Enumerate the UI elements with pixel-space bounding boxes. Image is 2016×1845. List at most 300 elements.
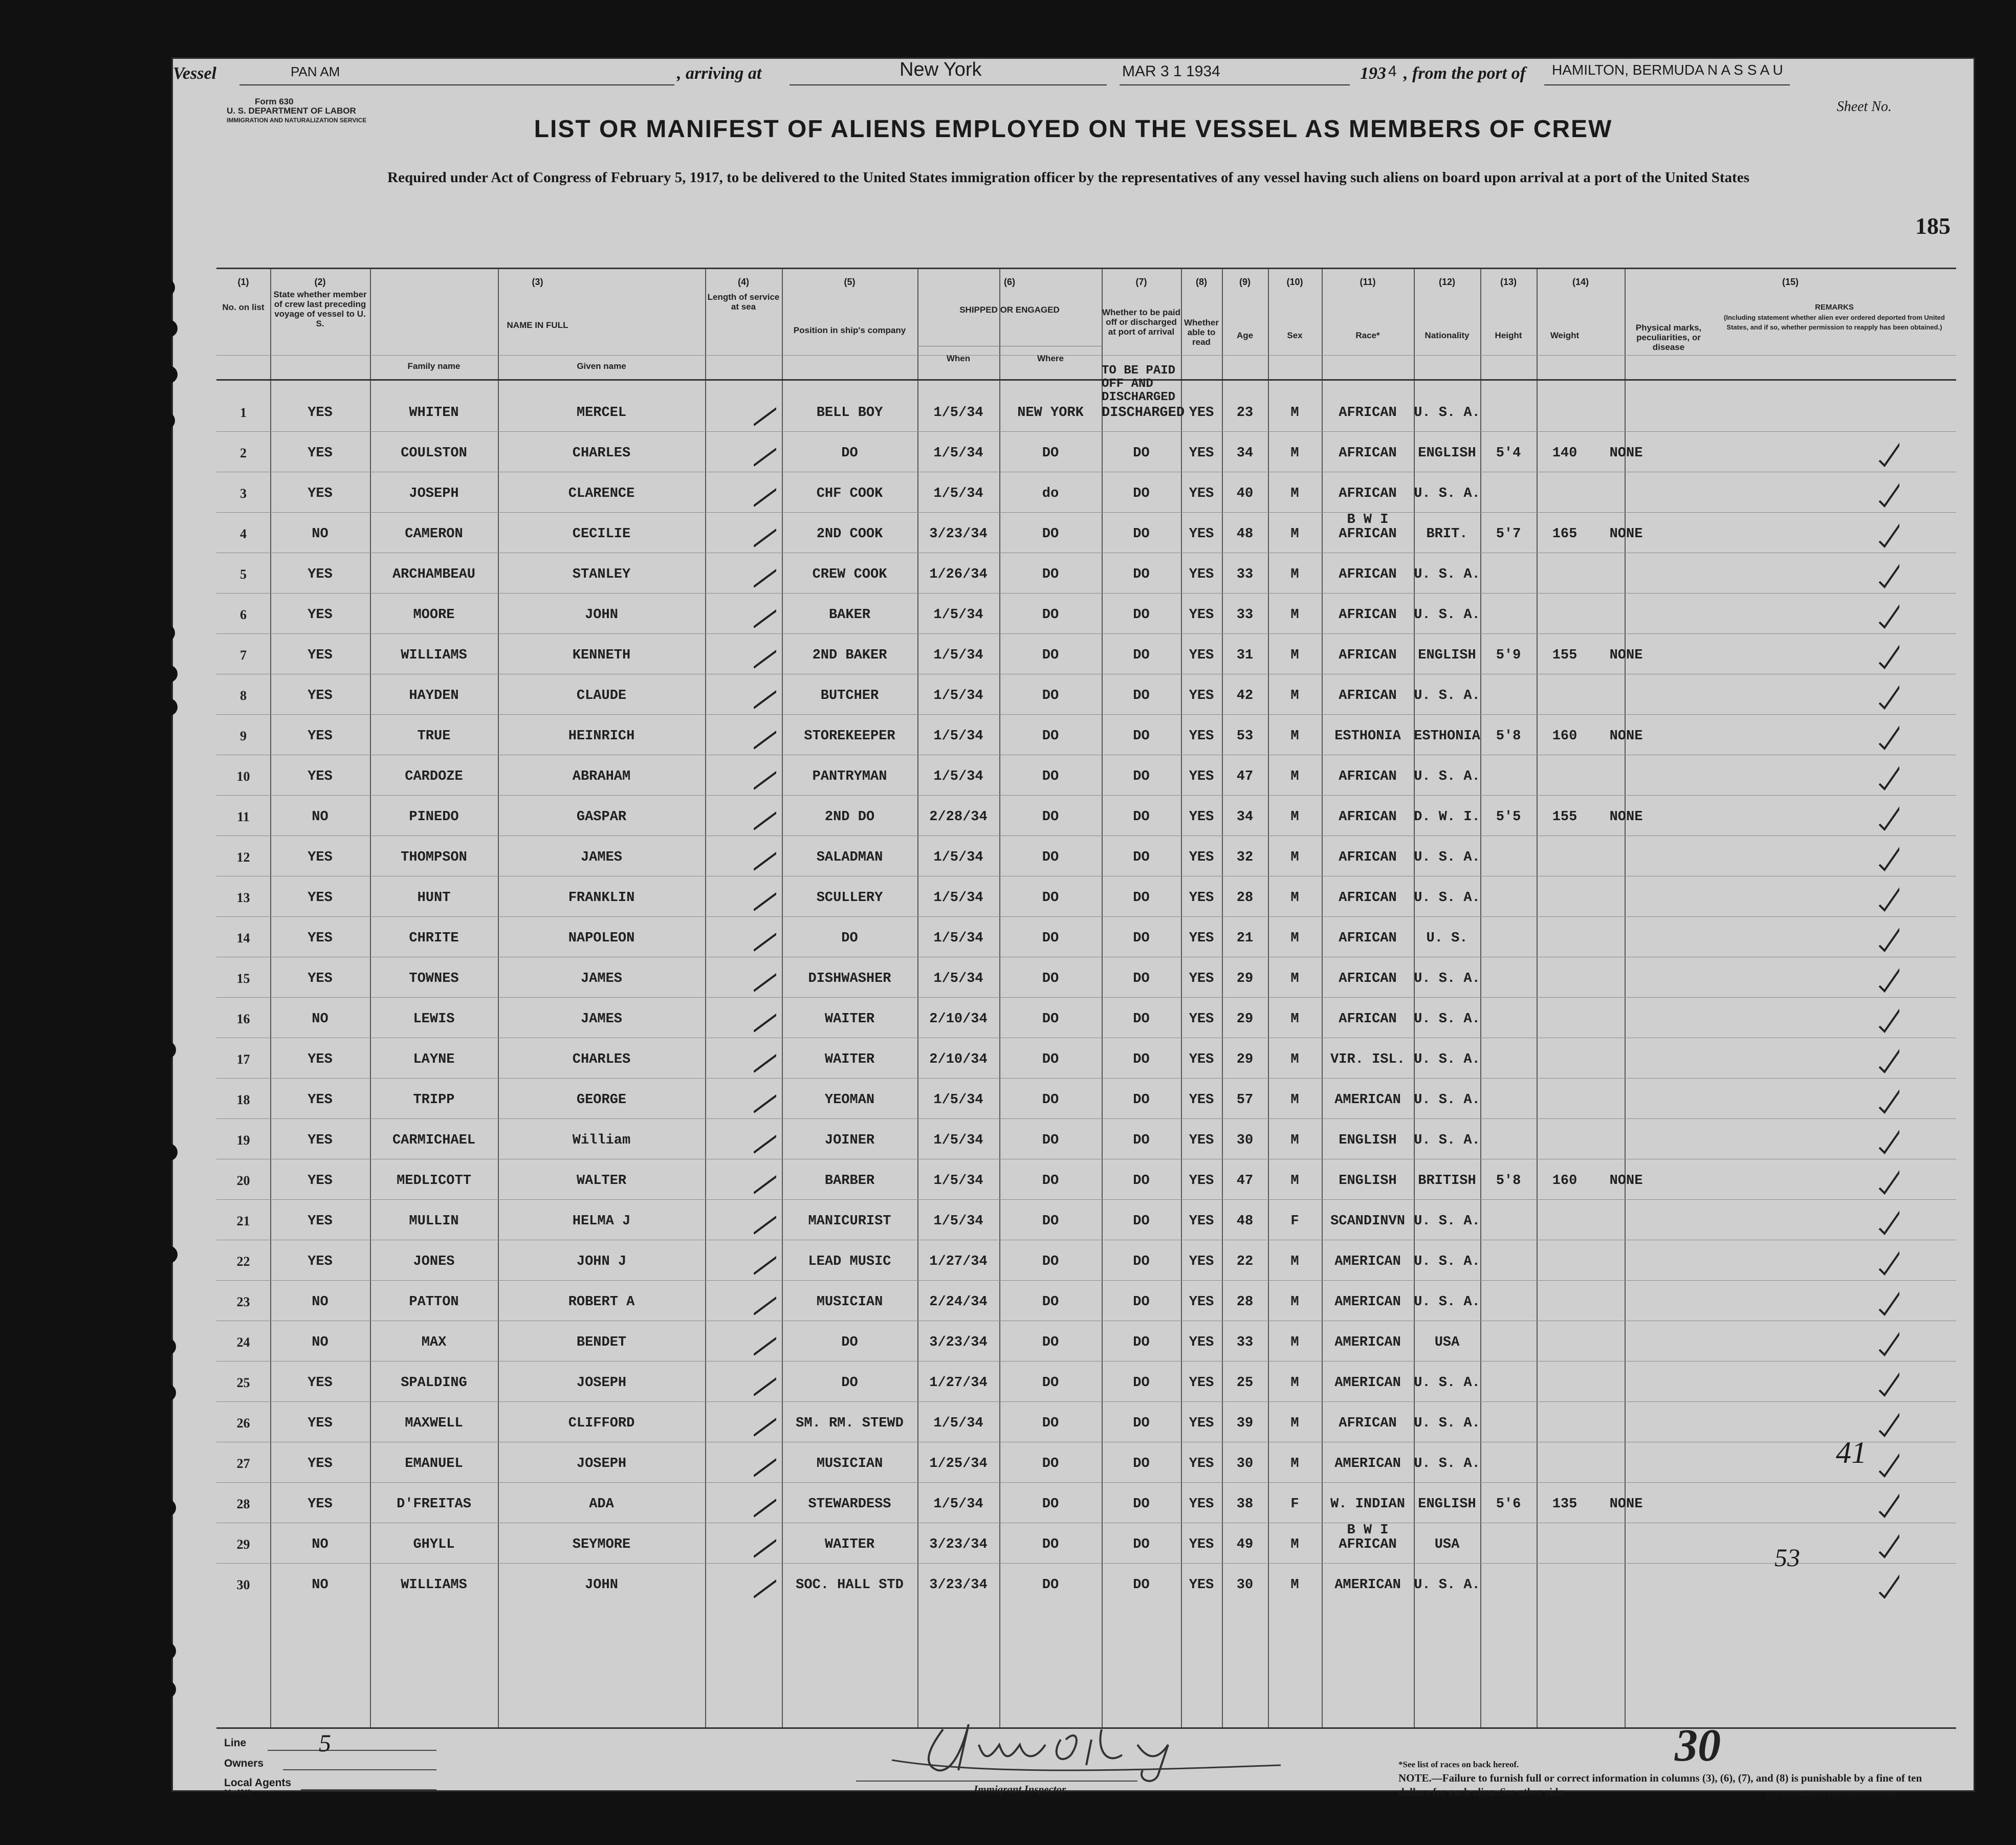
cell-nat: U. S. A. <box>1414 405 1480 421</box>
inspector-label: Immigrant Inspector. <box>974 1783 1068 1795</box>
cell-paid: DO <box>1133 1294 1150 1310</box>
cell-family: MAXWELL <box>405 1416 463 1431</box>
cell-prev: YES <box>308 850 333 865</box>
cell-race: AMERICAN <box>1334 1577 1401 1593</box>
cell-when: 1/5/34 <box>933 1416 983 1431</box>
cell-read: YES <box>1189 1456 1214 1471</box>
cell-sex: M <box>1290 405 1299 421</box>
cell-weight: 135 <box>1552 1497 1577 1512</box>
check-mark-icon <box>1877 1529 1899 1560</box>
cell-family: TRIPP <box>413 1092 455 1108</box>
cell-given: GASPAR <box>576 809 627 825</box>
cell-where: DO <box>1042 769 1059 784</box>
cell-prev: YES <box>308 486 333 501</box>
cell-age: 42 <box>1236 688 1254 704</box>
check-mark-icon <box>754 1367 776 1398</box>
check-mark-icon <box>754 397 776 428</box>
column-number: (9) <box>1239 277 1251 287</box>
check-mark-icon <box>754 1448 776 1479</box>
cell-given: HELMA J <box>572 1214 631 1229</box>
cell-pos: BELL BOY <box>816 405 883 421</box>
cell-no: 28 <box>236 1497 250 1511</box>
cell-paid: DO <box>1133 1375 1150 1391</box>
cell-nat: BRIT. <box>1426 526 1468 542</box>
cell-age: 47 <box>1236 769 1254 784</box>
column-number: (5) <box>844 277 856 287</box>
table-row <box>216 1281 1956 1322</box>
cell-given: STANLEY <box>572 567 631 582</box>
cell-nat: U. S. A. <box>1414 1254 1480 1269</box>
cell-where: NEW YORK <box>1017 405 1084 421</box>
cell-age: 32 <box>1236 850 1254 865</box>
check-mark-icon <box>1877 1448 1899 1479</box>
check-mark-icon <box>1877 882 1899 913</box>
cell-prev: YES <box>308 648 333 663</box>
cell-family: EMANUEL <box>405 1456 463 1471</box>
cell-nat: BRITISH <box>1418 1173 1476 1189</box>
cell-family: MEDLICOTT <box>397 1173 471 1189</box>
cell-sex: M <box>1290 850 1299 865</box>
cell-read: YES <box>1189 1254 1214 1269</box>
cell-paid: DO <box>1133 809 1150 825</box>
cell-given: CLIFFORD <box>568 1416 635 1431</box>
cell-nat: ENGLISH <box>1418 1497 1476 1512</box>
cell-pos: MANICURIST <box>808 1214 891 1229</box>
cell-when: 1/5/34 <box>933 769 983 784</box>
cell-pos: DO <box>841 931 858 946</box>
cell-given: JOHN <box>585 607 618 623</box>
cell-no: 18 <box>236 1092 250 1107</box>
cell-pos: BARBER <box>824 1173 875 1189</box>
cell-when: 2/24/34 <box>929 1294 988 1310</box>
cell-nat: U. S. A. <box>1414 1214 1480 1229</box>
table-row <box>216 1524 1956 1564</box>
header-physical-marks: Physical marks, peculiarities, or disease <box>1635 323 1702 352</box>
cell-read: YES <box>1189 567 1214 582</box>
cell-where: DO <box>1042 607 1059 623</box>
cell-paid: DO <box>1133 850 1150 865</box>
page-number: 185 <box>1915 213 1951 239</box>
check-mark-icon <box>754 1003 776 1034</box>
column-number: (13) <box>1500 277 1517 287</box>
check-mark-icon <box>1877 1084 1899 1115</box>
cell-prev: YES <box>308 1214 333 1229</box>
table-row <box>216 1200 1956 1241</box>
cell-pos: MUSICIAN <box>816 1294 883 1310</box>
check-mark-icon <box>754 437 776 468</box>
cell-where: DO <box>1042 1052 1059 1067</box>
cell-read: YES <box>1189 1335 1214 1350</box>
cell-sex: M <box>1290 1335 1299 1350</box>
cell-prev: YES <box>308 971 333 986</box>
cell-race: AFRICAN <box>1339 1416 1397 1431</box>
cell-pos: SOC. HALL STD <box>796 1577 904 1593</box>
cell-read: YES <box>1189 446 1214 461</box>
cell-no: 16 <box>236 1012 250 1026</box>
cell-family: CAMERON <box>405 526 463 542</box>
footer <box>216 1720 1956 1798</box>
cell-prev: YES <box>308 1497 333 1512</box>
cell-nat: D. W. I. <box>1414 809 1480 825</box>
table-row <box>216 1039 1956 1079</box>
cell-race: AFRICAN <box>1339 526 1397 542</box>
cell-given: SEYMORE <box>572 1537 631 1552</box>
cell-paid: DO <box>1133 607 1150 623</box>
check-mark-icon <box>754 1125 776 1155</box>
cell-race: AFRICAN <box>1339 607 1397 623</box>
cell-race: AFRICAN <box>1339 769 1397 784</box>
cell-race: AFRICAN <box>1339 931 1397 946</box>
cell-no: 30 <box>236 1577 250 1592</box>
cell-race: AMERICAN <box>1334 1456 1401 1471</box>
cell-given: NAPOLEON <box>568 931 635 946</box>
cell-pos: SCULLERY <box>816 890 883 906</box>
cell-nat: U. S. A. <box>1414 607 1480 623</box>
cell-when: 1/27/34 <box>929 1254 988 1269</box>
cell-no: 8 <box>240 688 247 703</box>
cell-no: 22 <box>236 1254 250 1269</box>
cell-when: 1/5/34 <box>933 1497 983 1512</box>
cell-age: 29 <box>1236 1012 1254 1027</box>
cell-given: CLARENCE <box>568 486 635 501</box>
cell-sex: F <box>1290 1497 1299 1512</box>
cell-no: 17 <box>236 1052 250 1067</box>
vessel-line <box>173 59 1810 90</box>
cell-family: ARCHAMBEAU <box>392 567 476 582</box>
cell-age: 33 <box>1236 567 1254 582</box>
cell-read: YES <box>1189 931 1214 946</box>
header-position: Position in ship's company <box>793 325 906 335</box>
cell-age: 28 <box>1236 890 1254 906</box>
header-remarks-sub: (Including statement whether alien ever ordered deported from United States, and if so, whether permission to reapply has been obtained.) <box>1724 314 1945 331</box>
cell-prev: YES <box>308 1254 333 1269</box>
cell-race: AFRICAN <box>1339 1537 1397 1552</box>
departure-port: HAMILTON, BERMUDA N A S S A U <box>1552 62 1783 78</box>
penalty-note: NOTE.—Failure to furnish full or correct information in columns (3), (6), (7), and (8) is punishable by a fine of ten dollars for each alien. See other side. <box>1398 1772 1922 1798</box>
cell-when: 2/10/34 <box>929 1052 988 1067</box>
cell-sex: M <box>1290 769 1299 784</box>
cell-paid: DO <box>1133 1497 1150 1512</box>
table-row <box>216 513 1956 554</box>
cell-given: CHARLES <box>572 446 631 461</box>
cell-where: DO <box>1042 648 1059 663</box>
cell-read: YES <box>1189 1133 1214 1148</box>
cell-no: 5 <box>240 567 247 582</box>
cell-age: 40 <box>1236 486 1254 501</box>
table-row <box>216 1079 1956 1119</box>
table-row <box>216 715 1956 756</box>
cell-sex: M <box>1290 890 1299 906</box>
cell-family: WILLIAMS <box>401 1577 467 1593</box>
cell-no: 11 <box>237 809 250 824</box>
line-handwritten: 5 <box>319 1730 331 1757</box>
cell-prev: YES <box>308 688 333 704</box>
cell-pos: DO <box>841 1375 858 1391</box>
cell-paid: DO <box>1133 1577 1150 1593</box>
cell-where: DO <box>1042 729 1059 744</box>
header-weight: Weight <box>1550 331 1580 340</box>
check-mark-icon <box>1877 680 1899 711</box>
cell-race: W. INDIAN <box>1330 1497 1405 1512</box>
cell-family: MULLIN <box>409 1214 459 1229</box>
cell-prev: YES <box>308 769 333 784</box>
check-mark-icon <box>1877 518 1899 549</box>
cell-nat: U. S. <box>1426 931 1468 946</box>
cell-when: 2/28/34 <box>929 809 988 825</box>
cell-pos: DISHWASHER <box>808 971 891 986</box>
cell-age: 34 <box>1236 446 1254 461</box>
column-number: (12) <box>1438 277 1455 287</box>
cell-race: AFRICAN <box>1339 688 1397 704</box>
cell-nat: U. S. A. <box>1414 1052 1480 1067</box>
cell-age: 39 <box>1236 1416 1254 1431</box>
inspector-signature <box>882 1709 1393 1786</box>
check-mark-icon <box>754 1327 776 1357</box>
cell-sex: M <box>1290 971 1299 986</box>
cell-where: DO <box>1042 1375 1059 1391</box>
cell-prev: NO <box>312 1537 328 1552</box>
cell-read: YES <box>1189 1052 1214 1067</box>
cell-no: 1 <box>240 405 247 420</box>
cell-age: 31 <box>1236 648 1254 663</box>
cell-where: DO <box>1042 1173 1059 1189</box>
cell-prev: YES <box>308 446 333 461</box>
cell-sex: M <box>1290 729 1299 744</box>
sheet-number-label: Sheet No. <box>1836 99 1892 115</box>
cell-sex: M <box>1290 809 1299 825</box>
cell-given: CHARLES <box>572 1052 631 1067</box>
check-mark-icon <box>754 801 776 832</box>
cell-prev: NO <box>312 809 328 825</box>
cell-no: 27 <box>236 1456 250 1471</box>
cell-when: 3/23/34 <box>929 526 988 542</box>
check-mark-icon <box>754 1044 776 1074</box>
header-shipped-engaged: SHIPPED OR ENGAGED <box>959 305 1060 315</box>
cell-sex: M <box>1290 1173 1299 1189</box>
form-department: U. S. DEPARTMENT OF LABOR <box>227 106 356 116</box>
cell-when: 1/5/34 <box>933 1092 983 1108</box>
cell-read: YES <box>1189 1214 1214 1229</box>
cell-when: 1/5/34 <box>933 1133 983 1148</box>
cell-pos: PANTRYMAN <box>812 769 887 784</box>
cell-paid: DO <box>1133 648 1150 663</box>
cell-pos: SM. RM. STEWD <box>796 1416 904 1431</box>
cell-paid: DO <box>1133 971 1150 986</box>
cell-paid: DO <box>1133 931 1150 946</box>
cell-paid: DO <box>1133 890 1150 906</box>
cell-paid: DO <box>1133 1012 1150 1027</box>
cell-nat: U. S. A. <box>1414 1012 1480 1027</box>
cell-sex: M <box>1290 1375 1299 1391</box>
cell-marks: NONE <box>1609 1173 1643 1189</box>
cell-given: GEORGE <box>576 1092 627 1108</box>
cell-where: DO <box>1042 890 1059 906</box>
cell-family: WHITEN <box>409 405 459 421</box>
printer-credit: U. S. GOVERNMENT PRINTING OFFICE 1933 <box>1767 1791 1897 1798</box>
cell-paid: DO <box>1133 1537 1150 1552</box>
check-mark-icon <box>1877 922 1899 953</box>
cell-marks: NONE <box>1609 729 1643 744</box>
check-mark-icon <box>754 1286 776 1317</box>
cell-age: 28 <box>1236 1294 1254 1310</box>
footer-owners-label: Owners <box>224 1758 264 1769</box>
cell-where: DO <box>1042 850 1059 865</box>
cell-family: TOWNES <box>409 971 459 986</box>
check-mark-icon <box>1877 599 1899 630</box>
table-row <box>216 1362 1956 1402</box>
column-number: (2) <box>314 277 326 287</box>
cell-family: COULSTON <box>401 446 467 461</box>
cell-no: 24 <box>236 1335 250 1350</box>
cell-pos: SALADMAN <box>816 850 883 865</box>
header-name-in-full: NAME IN FULL <box>507 320 568 330</box>
cell-no: 7 <box>240 648 247 663</box>
cell-age: 21 <box>1236 931 1254 946</box>
header-given-name: Given name <box>577 361 626 371</box>
check-mark-icon <box>1877 478 1899 509</box>
check-mark-icon <box>754 1529 776 1560</box>
cell-race: AFRICAN <box>1339 486 1397 501</box>
cell-no: 19 <box>236 1133 250 1148</box>
cell-paid: DO <box>1133 486 1150 501</box>
check-mark-icon <box>1877 1408 1899 1438</box>
cell-nat: U. S. A. <box>1414 769 1480 784</box>
cell-sex: M <box>1290 648 1299 663</box>
cell-race: SCANDINVN <box>1330 1214 1405 1229</box>
row1-paid-note: OFF AND <box>1102 377 1153 391</box>
cell-age: 47 <box>1236 1173 1254 1189</box>
arrival-port: New York <box>900 59 982 80</box>
header-height: Height <box>1495 331 1522 340</box>
cell-read: YES <box>1189 809 1214 825</box>
cell-where: DO <box>1042 1456 1059 1471</box>
cell-where: DO <box>1042 1254 1059 1269</box>
column-number: (11) <box>1360 277 1376 287</box>
table-row <box>216 634 1956 675</box>
cell-paid: DO <box>1133 567 1150 582</box>
cell-sex: M <box>1290 1577 1299 1593</box>
cell-given: JOHN J <box>576 1254 627 1269</box>
cell-pos: BAKER <box>828 607 870 623</box>
check-mark-icon <box>754 680 776 711</box>
cell-no: 15 <box>236 971 250 986</box>
cell-height: 5'8 <box>1496 1173 1521 1189</box>
cell-read: YES <box>1189 1497 1214 1512</box>
table-row <box>216 554 1956 594</box>
table-row <box>216 1483 1956 1524</box>
cell-family: MAX <box>421 1335 447 1350</box>
cell-nat: ENGLISH <box>1418 648 1476 663</box>
cell-nat: U. S. A. <box>1414 1294 1480 1310</box>
cell-pos: LEAD MUSIC <box>808 1254 891 1269</box>
cell-when: 1/25/34 <box>929 1456 988 1471</box>
cell-paid: DO <box>1133 1173 1150 1189</box>
cell-sex: M <box>1290 1092 1299 1108</box>
cell-given: FRANKLIN <box>568 890 635 906</box>
cell-given: William <box>572 1133 631 1148</box>
cell-race-annotation: B W I <box>1347 512 1389 528</box>
cell-sex: M <box>1290 607 1299 623</box>
cell-paid: DO <box>1133 1456 1150 1471</box>
cell-race: ESTHONIA <box>1334 729 1401 744</box>
cell-read: YES <box>1189 486 1214 501</box>
cell-marks: NONE <box>1609 1497 1643 1512</box>
cell-read: YES <box>1189 971 1214 986</box>
cell-given: HEINRICH <box>568 729 635 744</box>
check-mark-icon <box>1877 963 1899 994</box>
header-no-on-list: No. on list <box>222 302 265 312</box>
crew-table <box>216 268 1956 1729</box>
check-mark-icon <box>1877 1125 1899 1155</box>
header-where: Where <box>1037 354 1064 363</box>
footer-agents-code: 14—1340 <box>224 1788 251 1795</box>
table-row <box>216 998 1956 1039</box>
column-number: (6) <box>1004 277 1015 287</box>
cell-where: DO <box>1042 931 1059 946</box>
table-row <box>216 877 1956 917</box>
cell-paid: DO <box>1133 1335 1150 1350</box>
cell-read: YES <box>1189 1375 1214 1391</box>
cell-pos: WAITER <box>824 1052 875 1067</box>
cell-when: 1/5/34 <box>933 688 983 704</box>
cell-no: 26 <box>236 1416 250 1431</box>
cell-when: 3/23/34 <box>929 1537 988 1552</box>
cell-sex: M <box>1290 931 1299 946</box>
cell-nat: U. S. A. <box>1414 1456 1480 1471</box>
arriving-label: , arriving at <box>677 64 762 83</box>
cell-age: 25 <box>1236 1375 1254 1391</box>
cell-no: 14 <box>236 931 250 946</box>
cell-read: YES <box>1189 850 1214 865</box>
cell-race: AFRICAN <box>1339 405 1397 421</box>
cell-nat: U. S. A. <box>1414 486 1480 501</box>
cell-paid: DO <box>1133 1214 1150 1229</box>
cell-paid: DO <box>1133 1416 1150 1431</box>
cell-no: 20 <box>236 1173 250 1188</box>
cell-family: TRUE <box>417 729 451 744</box>
column-number: (1) <box>237 277 249 287</box>
footer-agents-label: Local Agents <box>224 1777 292 1789</box>
header-previous-voyage: State whether member of crew last preceding voyage of vessel to U. S. <box>273 290 367 328</box>
manifest-sheet <box>171 57 1975 1798</box>
cell-no: 2 <box>240 446 247 460</box>
header-nationality: Nationality <box>1425 331 1470 340</box>
races-note: *See list of races on back hereof. <box>1398 1760 1519 1769</box>
cell-paid: DO <box>1133 1254 1150 1269</box>
cell-age: 48 <box>1236 526 1254 542</box>
cell-pos: MUSICIAN <box>816 1456 883 1471</box>
cell-pos: DO <box>841 446 858 461</box>
cell-age: 23 <box>1236 405 1254 421</box>
cell-marks: NONE <box>1609 809 1643 825</box>
cell-family: CHRITE <box>409 931 459 946</box>
cell-where: DO <box>1042 567 1059 582</box>
footer-line-label: Line <box>224 1737 247 1749</box>
cell-sex: M <box>1290 1052 1299 1067</box>
header-paid-off: Whether to be paid off or discharged at port of arrival <box>1102 308 1180 337</box>
cell-given: KENNETH <box>572 648 631 663</box>
cell-no: 25 <box>236 1375 250 1390</box>
cell-prev: YES <box>308 1375 333 1391</box>
cell-when: 3/23/34 <box>929 1335 988 1350</box>
check-mark-icon <box>1877 437 1899 468</box>
cell-weight: 165 <box>1552 526 1577 542</box>
cell-family: WILLIAMS <box>401 648 467 663</box>
cell-no: 3 <box>240 486 247 501</box>
cell-weight: 140 <box>1552 446 1577 461</box>
cell-when: 1/5/34 <box>933 729 983 744</box>
cell-pos: STOREKEEPER <box>804 729 895 744</box>
